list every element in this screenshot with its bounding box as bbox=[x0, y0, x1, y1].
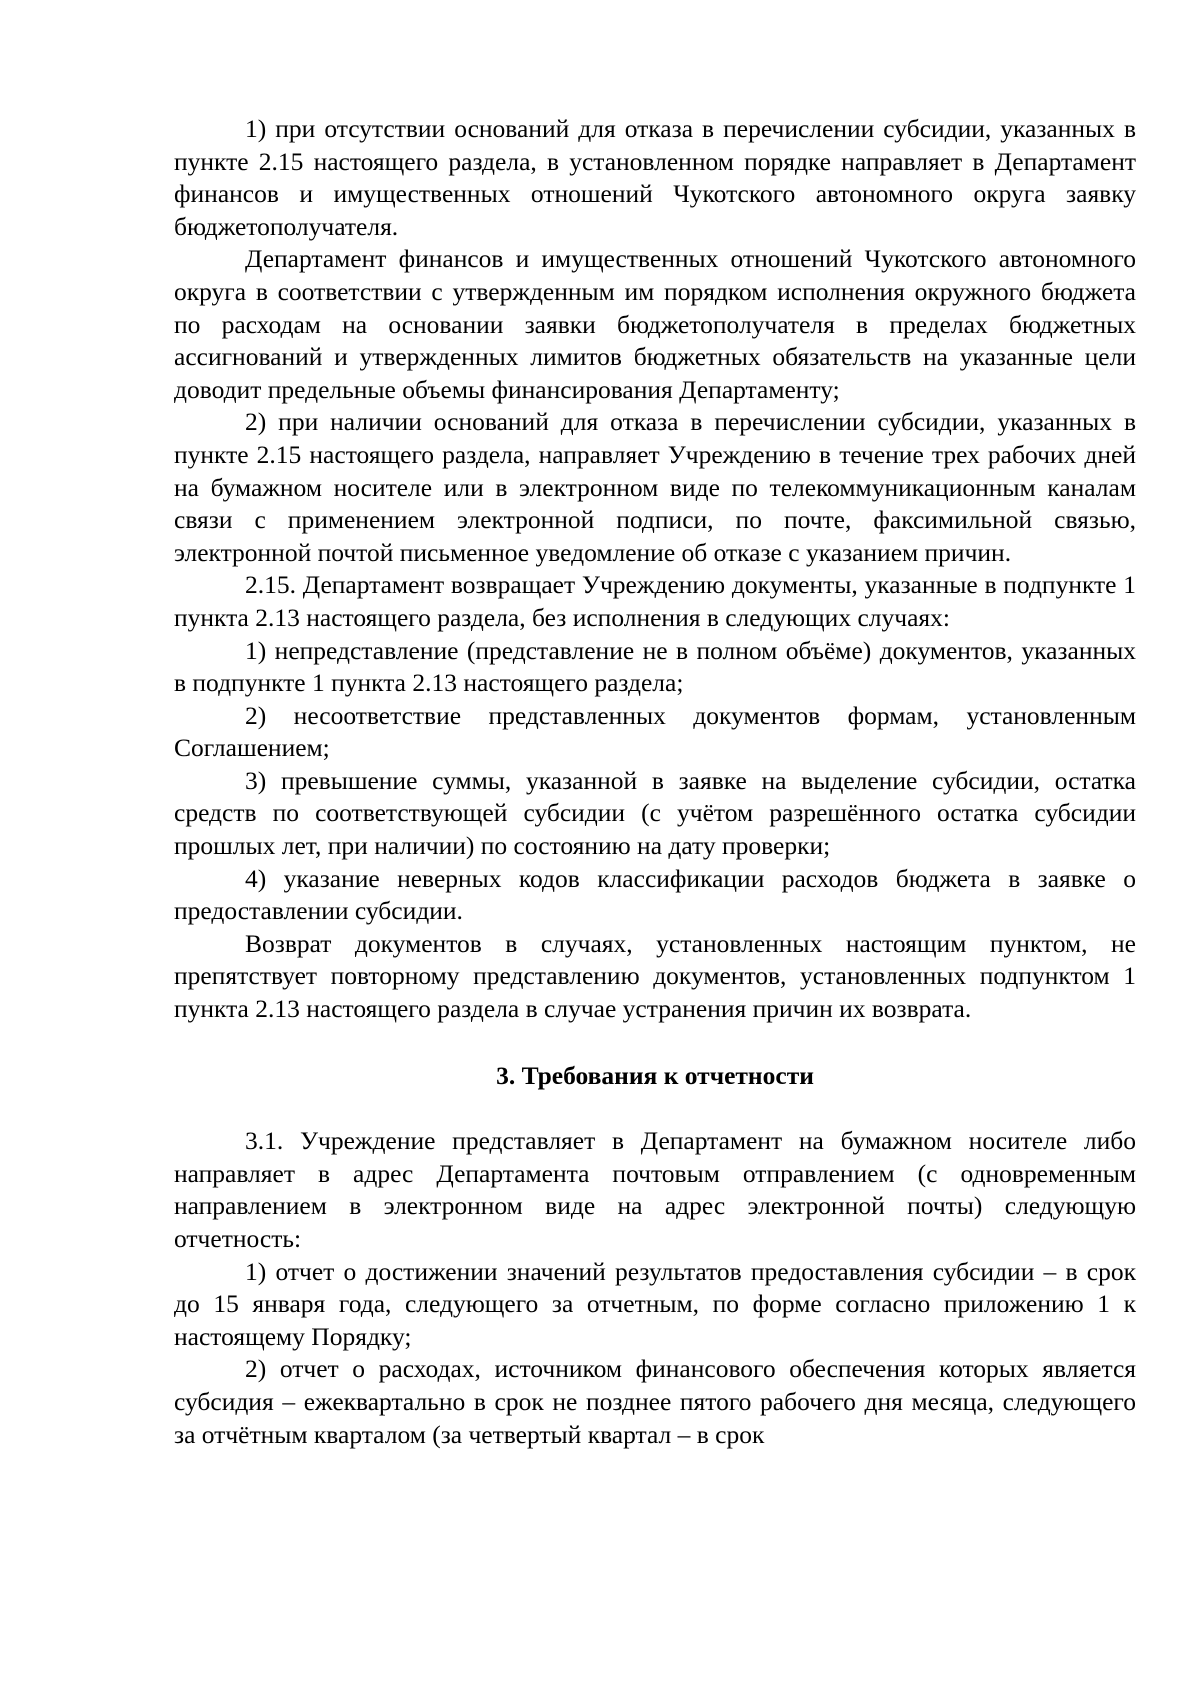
paragraph: 1) отчет о достижении значений результатов предоставления субсидии – в срок до 15 января года, следующего за отчетным, по форме согласно приложению 1 к настоящему Порядку; bbox=[174, 1256, 1136, 1351]
paragraph: 2) несоответствие представленных документов формам, установленным Соглашением; bbox=[174, 700, 1136, 763]
paragraph: Департамент финансов и имущественных отношений Чукотского автономного округа в соответствии с утвержденным им порядком исполнения окружного бюджета по расходам на основании заявки бюджетополучателя в пределах бюджетных ассигнований и утвержденных лимитов бюджетных обязательств на указанные цели доводит предельные объемы финансирования Департаменту; bbox=[174, 244, 1136, 404]
paragraph: 3.1. Учреждение представляет в Департамент на бумажном носителе либо направляет в адрес Департамента почтовым отправлением (с одновременным направлением в электронном виде на адрес электронной почты) следующую отчетность: bbox=[174, 1126, 1136, 1253]
paragraph: 2.15. Департамент возвращает Учреждению документы, указанные в подпункте 1 пункта 2.13 настоящего раздела, без исполнения в следующих случаях: bbox=[174, 570, 1136, 632]
paragraph: Возврат документов в случаях, установленных настоящим пунктом, не препятствует повторному представлению документов, установленных подпунктом 1 пункта 2.13 настоящего раздела в случае устранения причин их возврата. bbox=[174, 928, 1136, 1024]
paragraph: 2) при наличии оснований для отказа в перечислении субсидии, указанных в пункте 2.15 настоящего раздела, направляет Учреждению в течение трех рабочих дней на бумажном носителе или в электронном виде по телекоммуникационным каналам связи с применением электронной подписи, по почте, факсимильной связью, электронной почтой письменное уведомление об отказе с указанием причин. bbox=[174, 407, 1136, 567]
paragraph: 2) отчет о расходах, источником финансового обеспечения которых является субсидия – ежеквартально в срок не позднее пятого рабочего дня месяца, следующего за отчётным кварталом (за четвертый квартал – в срок bbox=[174, 1354, 1136, 1449]
section-heading: 3. Требования к отчетности bbox=[496, 1060, 814, 1090]
document-body bbox=[174, 113, 1136, 1451]
paragraph: 1) непредставление (представление не в полном объёме) документов, указанных в подпункте 1 пункта 2.13 настоящего раздела; bbox=[174, 635, 1136, 698]
paragraph: 4) указание неверных кодов классификации расходов бюджета в заявке о предоставлении субсидии. bbox=[174, 863, 1136, 926]
paragraph: 3) превышение суммы, указанной в заявке на выделение субсидии, остатка средств по соответствующей субсидии (с учётом разрешённого остатка субсидии прошлых лет, при наличии) по состоянию на дату проверки; bbox=[174, 765, 1136, 861]
paragraph: 1) при отсутствии оснований для отказа в перечислении субсидии, указанных в пункте 2.15 настоящего раздела, в установленном порядке направляет в Департамент финансов и имущественных отношений Чукотского автономного округа заявку бюджетополучателя. bbox=[174, 114, 1136, 241]
